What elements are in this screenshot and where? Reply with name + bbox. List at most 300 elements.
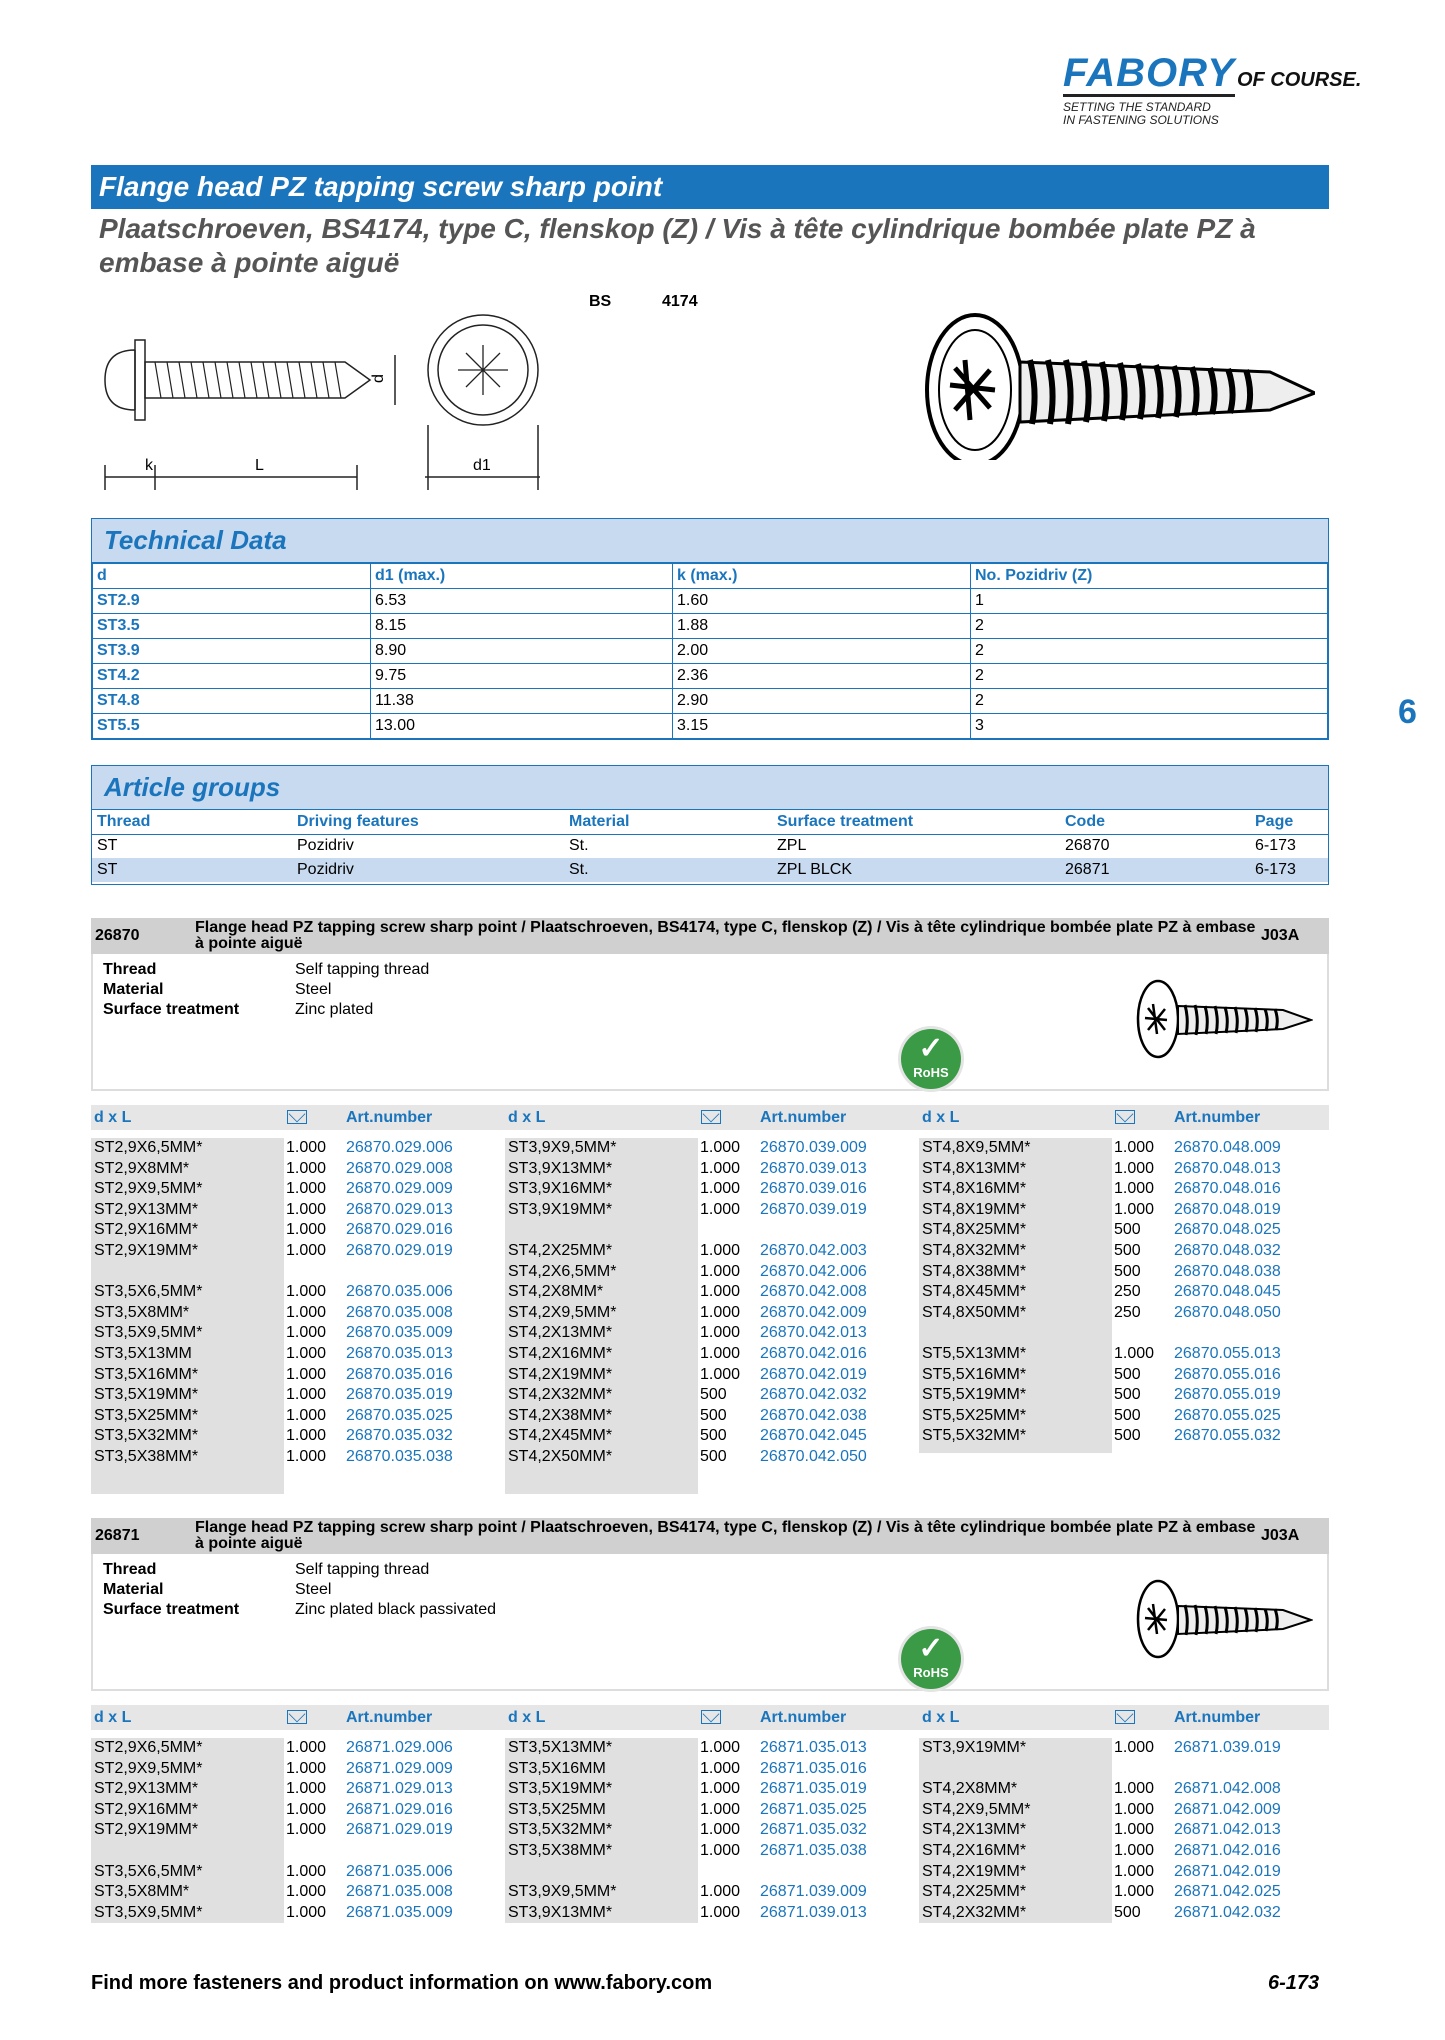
article-grid-header xyxy=(91,1105,1329,1130)
th-pozidriv: No. Pozidriv (Z) xyxy=(971,564,1328,589)
article-row[interactable] xyxy=(919,1882,1329,1903)
article-size: ST4,2X19MM* xyxy=(922,1862,1027,1880)
footer-text: Find more fasteners and product information on www.fabory.com xyxy=(91,1972,713,1994)
article-group-cell: 6-173 xyxy=(1255,837,1296,855)
article-row[interactable] xyxy=(505,1138,915,1159)
article-number-link[interactable]: 26871.035.025 xyxy=(760,1800,867,1818)
property-key: Material xyxy=(103,1581,164,1598)
article-row[interactable] xyxy=(505,1406,915,1427)
header-art: Art.number xyxy=(346,1708,433,1726)
article-number-link[interactable]: 26870.055.025 xyxy=(1174,1406,1281,1424)
article-number-link[interactable]: 26870.042.013 xyxy=(760,1324,867,1342)
article-qty: 1.000 xyxy=(286,1447,327,1465)
label-L: L xyxy=(255,457,264,474)
article-size: ST4,8X19MM* xyxy=(922,1200,1027,1218)
article-number-link[interactable]: 26870.035.013 xyxy=(346,1344,453,1362)
article-qty: 1.000 xyxy=(700,1262,741,1280)
article-number-link[interactable]: 26870.048.038 xyxy=(1174,1262,1281,1280)
article-qty: 1.000 xyxy=(700,1139,741,1156)
technical-data-cell: 8.15 xyxy=(371,614,673,639)
article-row[interactable] xyxy=(91,1365,501,1386)
envelope-icon xyxy=(701,1710,721,1724)
article-row[interactable] xyxy=(505,1738,915,1759)
rohs-label: RoHS xyxy=(913,1065,949,1080)
article-size: ST2,9X6,5MM* xyxy=(94,1139,203,1156)
th-d: d xyxy=(93,564,371,589)
article-number-link[interactable]: 26870.035.016 xyxy=(346,1365,453,1383)
article-group-cell: St. xyxy=(569,861,589,878)
property-key: Surface treatment xyxy=(103,1601,240,1618)
article-row[interactable] xyxy=(919,1220,1329,1241)
technical-data-cell: ST2.9 xyxy=(93,589,371,614)
article-number-link[interactable]: 26870.029.016 xyxy=(346,1221,453,1239)
article-row[interactable] xyxy=(919,1426,1329,1447)
article-row[interactable] xyxy=(91,1820,501,1841)
article-number-link[interactable]: 26870.035.009 xyxy=(346,1324,453,1342)
article-size: ST3,5X9,5MM* xyxy=(94,1903,203,1921)
article-number-link[interactable]: 26871.039.009 xyxy=(760,1883,867,1901)
article-number-link[interactable]: 26870.055.013 xyxy=(1174,1344,1281,1362)
article-qty: 1.000 xyxy=(1114,1180,1155,1198)
article-row[interactable] xyxy=(919,1344,1329,1365)
article-group-cell: ZPL BLCK xyxy=(777,861,852,878)
article-row[interactable] xyxy=(91,1738,501,1759)
article-group-cell: 26871 xyxy=(1065,861,1110,878)
article-number-link[interactable]: 26870.039.013 xyxy=(760,1159,867,1177)
article-number-link[interactable]: 26871.029.019 xyxy=(346,1821,453,1839)
article-size: ST5,5X16MM* xyxy=(922,1365,1027,1383)
article-row[interactable] xyxy=(919,1800,1329,1821)
article-size: ST4,8X9,5MM* xyxy=(922,1139,1031,1156)
article-number-link[interactable]: 26870.048.025 xyxy=(1174,1221,1281,1239)
article-row[interactable] xyxy=(919,1365,1329,1386)
product-header xyxy=(91,1518,1329,1554)
article-qty: 1.000 xyxy=(286,1739,327,1756)
article-qty: 500 xyxy=(1114,1406,1141,1424)
article-number-link[interactable]: 26870.035.006 xyxy=(346,1283,453,1301)
article-qty: 1.000 xyxy=(1114,1780,1155,1798)
article-size: ST4,2X8MM* xyxy=(508,1283,604,1301)
standard-label: BS xyxy=(589,293,612,310)
article-row[interactable] xyxy=(91,1862,501,1883)
article-number-link[interactable]: 26870.048.009 xyxy=(1174,1139,1281,1156)
article-row[interactable] xyxy=(505,1779,915,1800)
article-row[interactable] xyxy=(919,1841,1329,1862)
ag-th-surface: Surface treatment xyxy=(772,810,1060,834)
technical-data-cell: 9.75 xyxy=(371,664,673,689)
article-row[interactable] xyxy=(919,1303,1329,1324)
article-number-link[interactable]: 26870.039.009 xyxy=(760,1139,867,1156)
article-row[interactable] xyxy=(919,1138,1329,1159)
article-number-link[interactable]: 26871.042.032 xyxy=(1174,1903,1281,1921)
article-grid-header xyxy=(91,1705,1329,1730)
article-size: ST4,8X32MM* xyxy=(922,1241,1027,1259)
article-number-link[interactable]: 26871.039.019 xyxy=(1174,1739,1281,1756)
article-row[interactable] xyxy=(919,1406,1329,1427)
product-block-26870 xyxy=(91,918,1329,1130)
article-size: ST3,5X19MM* xyxy=(508,1780,613,1798)
article-number-link[interactable]: 26871.035.032 xyxy=(760,1821,867,1839)
article-size: ST2,9X6,5MM* xyxy=(94,1739,203,1756)
article-size: ST3,5X19MM* xyxy=(94,1386,199,1404)
article-number-link[interactable]: 26871.035.016 xyxy=(760,1759,867,1777)
article-row[interactable] xyxy=(91,1323,501,1344)
article-row[interactable] xyxy=(919,1385,1329,1406)
article-row[interactable] xyxy=(505,1344,915,1365)
property-row xyxy=(103,1580,496,1600)
article-row[interactable] xyxy=(91,1200,501,1221)
article-row[interactable] xyxy=(505,1303,915,1324)
article-number-link[interactable]: 26871.035.006 xyxy=(346,1862,453,1880)
article-row[interactable] xyxy=(91,1179,501,1200)
header-art: Art.number xyxy=(346,1108,433,1126)
article-group-cell: ZPL xyxy=(777,837,807,855)
header-art: Art.number xyxy=(760,1108,847,1126)
article-qty: 1.000 xyxy=(286,1883,327,1901)
article-number-link[interactable]: 26870.042.009 xyxy=(760,1303,867,1321)
technical-data-cell: 13.00 xyxy=(371,714,673,739)
article-size: ST2,9X13MM* xyxy=(94,1200,199,1218)
ag-th-code: Code xyxy=(1060,810,1250,834)
envelope-icon xyxy=(1115,1110,1135,1124)
article-row[interactable] xyxy=(91,1138,501,1159)
article-number-link[interactable]: 26870.055.019 xyxy=(1174,1386,1281,1404)
article-number-link[interactable]: 26870.035.032 xyxy=(346,1427,453,1445)
label-k: k xyxy=(145,457,153,474)
article-number-link[interactable]: 26870.035.019 xyxy=(346,1386,453,1404)
product-info xyxy=(91,954,1329,1091)
article-number-link[interactable]: 26871.029.009 xyxy=(346,1759,453,1777)
page-subtitle: Plaatschroeven, BS4174, type C, flenskop (Z) / Vis à tête cylindrique bombée plate PZ à embase à pointe aiguë xyxy=(99,213,1256,278)
article-row[interactable] xyxy=(91,1159,501,1180)
article-qty: 500 xyxy=(1114,1221,1141,1239)
article-qty: 1.000 xyxy=(700,1800,741,1818)
article-qty: 1.000 xyxy=(700,1200,741,1218)
article-size: ST2,9X9,5MM* xyxy=(94,1759,203,1777)
article-row[interactable] xyxy=(919,1262,1329,1283)
article-number-link[interactable]: 26871.042.009 xyxy=(1174,1800,1281,1818)
article-row[interactable] xyxy=(505,1159,915,1180)
article-number-link[interactable]: 26870.042.008 xyxy=(760,1283,867,1301)
article-row[interactable] xyxy=(91,1406,501,1427)
article-column xyxy=(505,1138,915,1468)
product-description: Flange head PZ tapping screw sharp point / Plaatschroeven, BS4174, type C, flenskop (Z) / Vis à tête cylindrique bombée plate PZ à embase à pointe aiguë xyxy=(195,1519,1256,1552)
page-title: Flange head PZ tapping screw sharp point xyxy=(91,165,1329,209)
article-row[interactable] xyxy=(505,1800,915,1821)
article-row[interactable] xyxy=(91,1800,501,1821)
article-column xyxy=(919,1138,1329,1447)
article-number-link[interactable]: 26871.035.019 xyxy=(760,1780,867,1798)
header-dxl: d x L xyxy=(94,1708,132,1726)
brand-slogan: OF COURSE. xyxy=(1236,69,1362,91)
article-number-link[interactable]: 26870.035.025 xyxy=(346,1406,453,1424)
fabory-logo xyxy=(1063,52,1363,127)
header-art: Art.number xyxy=(1174,1108,1261,1126)
article-group-cell: Pozidriv xyxy=(297,861,354,878)
spacer-row xyxy=(91,1841,501,1862)
article-row[interactable] xyxy=(91,1882,501,1903)
article-column xyxy=(505,1738,915,1923)
article-row[interactable] xyxy=(919,1179,1329,1200)
article-size: ST3,5X8MM* xyxy=(94,1303,190,1321)
property-row xyxy=(103,1600,496,1620)
tagline-line-1: SETTING THE STANDARD xyxy=(1063,100,1211,114)
article-number-link[interactable]: 26870.055.016 xyxy=(1174,1365,1281,1383)
property-value: Zinc plated black passivated xyxy=(295,1601,496,1618)
article-size: ST4,8X50MM* xyxy=(922,1303,1027,1321)
article-size: ST4,2X32MM* xyxy=(508,1386,613,1404)
article-number-link[interactable]: 26871.035.009 xyxy=(346,1903,453,1921)
article-number-link[interactable]: 26870.042.045 xyxy=(760,1427,867,1445)
property-value: Steel xyxy=(295,981,332,998)
spacer-row xyxy=(919,1323,1329,1344)
property-key: Thread xyxy=(103,961,157,978)
article-number-link[interactable]: 26870.042.019 xyxy=(760,1365,867,1383)
article-row[interactable] xyxy=(919,1903,1329,1924)
th-d1: d1 (max.) xyxy=(371,564,673,589)
article-row[interactable] xyxy=(505,1447,915,1468)
article-row[interactable] xyxy=(505,1241,915,1262)
product-code: 26870 xyxy=(95,927,140,944)
article-qty: 1.000 xyxy=(700,1821,741,1839)
article-row[interactable] xyxy=(505,1426,915,1447)
screw-thumbnail xyxy=(1133,974,1313,1064)
product-block-26871 xyxy=(91,1518,1329,1730)
article-qty: 1.000 xyxy=(700,1780,741,1798)
article-size: ST2,9X13MM* xyxy=(94,1780,199,1798)
article-size: ST5,5X13MM* xyxy=(922,1344,1027,1362)
article-size: ST3,5X16MM* xyxy=(94,1365,199,1383)
article-row[interactable] xyxy=(919,1738,1329,1759)
rohs-badge xyxy=(901,1029,961,1089)
article-qty: 500 xyxy=(700,1427,727,1445)
article-size: ST3,9X19MM* xyxy=(922,1739,1027,1756)
technical-data-cell: ST4.2 xyxy=(93,664,371,689)
article-row[interactable] xyxy=(505,1179,915,1200)
article-qty: 1.000 xyxy=(286,1283,327,1301)
article-number-link[interactable]: 26871.042.025 xyxy=(1174,1883,1281,1901)
article-row[interactable] xyxy=(505,1365,915,1386)
article-size: ST3,5X6,5MM* xyxy=(94,1283,203,1301)
article-row[interactable] xyxy=(91,1447,501,1468)
article-qty: 1.000 xyxy=(286,1821,327,1839)
article-size: ST2,9X16MM* xyxy=(94,1221,199,1239)
article-number-link[interactable]: 26870.048.016 xyxy=(1174,1180,1281,1198)
rohs-label: RoHS xyxy=(913,1665,949,1680)
product-header xyxy=(91,918,1329,954)
article-qty: 1.000 xyxy=(286,1800,327,1818)
article-row[interactable] xyxy=(919,1779,1329,1800)
article-row[interactable] xyxy=(919,1241,1329,1262)
article-size: ST2,9X8MM* xyxy=(94,1159,190,1177)
technical-data-cell: 1 xyxy=(971,589,1328,614)
article-row[interactable] xyxy=(91,1779,501,1800)
article-row[interactable] xyxy=(919,1862,1329,1883)
article-number-link[interactable]: 26870.039.019 xyxy=(760,1200,867,1218)
article-number-link[interactable]: 26870.029.008 xyxy=(346,1159,453,1177)
article-qty: 500 xyxy=(700,1447,727,1465)
product-ref: J03A xyxy=(1261,927,1300,944)
article-row[interactable] xyxy=(919,1820,1329,1841)
article-size: ST4,2X6,5MM* xyxy=(508,1262,617,1280)
article-groups-section xyxy=(91,765,1329,885)
article-size: ST4,2X9,5MM* xyxy=(508,1303,617,1321)
article-number-link[interactable]: 26870.048.013 xyxy=(1174,1159,1281,1177)
article-qty: 1.000 xyxy=(286,1159,327,1177)
article-number-link[interactable]: 26871.042.019 xyxy=(1174,1862,1281,1880)
article-qty: 1.000 xyxy=(286,1365,327,1383)
article-number-link[interactable]: 26871.042.013 xyxy=(1174,1821,1281,1839)
article-qty: 1.000 xyxy=(1114,1159,1155,1177)
technical-data-cell: 6.53 xyxy=(371,589,673,614)
article-number-link[interactable]: 26871.035.013 xyxy=(760,1739,867,1756)
article-number-link[interactable]: 26870.029.006 xyxy=(346,1139,453,1156)
article-number-link[interactable]: 26870.039.016 xyxy=(760,1180,867,1198)
article-qty: 1.000 xyxy=(1114,1862,1155,1880)
article-number-link[interactable]: 26870.055.032 xyxy=(1174,1427,1281,1445)
article-size: ST3,5X16MM xyxy=(508,1759,606,1777)
article-row[interactable] xyxy=(505,1262,915,1283)
article-size: ST4,8X38MM* xyxy=(922,1262,1027,1280)
article-number-link[interactable]: 26870.035.008 xyxy=(346,1303,453,1321)
article-number-link[interactable]: 26870.048.045 xyxy=(1174,1283,1281,1301)
article-size: ST4,8X45MM* xyxy=(922,1283,1027,1301)
article-row[interactable] xyxy=(505,1820,915,1841)
article-number-link[interactable]: 26870.042.038 xyxy=(760,1406,867,1424)
brand-name: FABORY xyxy=(1063,51,1235,95)
article-number-link[interactable]: 26870.029.019 xyxy=(346,1241,453,1259)
article-number-link[interactable]: 26870.048.050 xyxy=(1174,1303,1281,1321)
article-qty: 1.000 xyxy=(286,1862,327,1880)
article-size: ST4,2X25MM* xyxy=(922,1883,1027,1901)
article-row[interactable] xyxy=(91,1220,501,1241)
article-number-link[interactable]: 26870.042.032 xyxy=(760,1386,867,1404)
article-row[interactable] xyxy=(91,1385,501,1406)
article-row[interactable] xyxy=(91,1426,501,1447)
article-size: ST4,2X25MM* xyxy=(508,1241,613,1259)
technical-data-cell: ST4.8 xyxy=(93,689,371,714)
article-group-cell: ST xyxy=(97,861,118,878)
article-qty: 1.000 xyxy=(286,1406,327,1424)
article-size: ST3,9X9,5MM* xyxy=(508,1883,617,1901)
screw-thumbnail xyxy=(1133,1574,1313,1664)
article-qty: 1.000 xyxy=(286,1780,327,1798)
article-number-link[interactable]: 26870.035.038 xyxy=(346,1447,453,1465)
article-size: ST3,5X32MM* xyxy=(94,1427,199,1445)
product-description: Flange head PZ tapping screw sharp point / Plaatschroeven, BS4174, type C, flenskop (Z) / Vis à tête cylindrique bombée plate PZ à embase à pointe aiguë xyxy=(195,919,1256,952)
article-number-link[interactable]: 26870.042.003 xyxy=(760,1241,867,1259)
article-qty: 1.000 xyxy=(700,1324,741,1342)
article-row[interactable] xyxy=(505,1200,915,1221)
article-qty: 1.000 xyxy=(286,1180,327,1198)
article-number-link[interactable]: 26871.029.016 xyxy=(346,1800,453,1818)
article-qty: 1.000 xyxy=(286,1139,327,1156)
article-size: ST4,8X16MM* xyxy=(922,1180,1027,1198)
article-qty: 1.000 xyxy=(700,1241,741,1259)
technical-data-table xyxy=(92,563,1328,739)
article-row[interactable] xyxy=(505,1903,915,1924)
article-qty: 1.000 xyxy=(700,1283,741,1301)
article-size: ST2,9X19MM* xyxy=(94,1241,199,1259)
technical-data-heading: Technical Data xyxy=(92,519,1328,563)
article-row[interactable] xyxy=(505,1282,915,1303)
article-qty: 1.000 xyxy=(700,1759,741,1777)
article-group-cell: Pozidriv xyxy=(297,837,354,855)
article-number-link[interactable]: 26870.042.006 xyxy=(760,1262,867,1280)
article-number-link[interactable]: 26871.035.038 xyxy=(760,1841,867,1859)
article-number-link[interactable]: 26871.035.008 xyxy=(346,1883,453,1901)
technical-data-cell: ST3.5 xyxy=(93,614,371,639)
article-size: ST4,2X16MM* xyxy=(508,1344,613,1362)
article-row[interactable] xyxy=(919,1200,1329,1221)
technical-data-cell: 2 xyxy=(971,689,1328,714)
article-size: ST4,2X32MM* xyxy=(922,1903,1027,1921)
product-ref: J03A xyxy=(1261,1527,1300,1544)
article-number-link[interactable]: 26870.042.050 xyxy=(760,1447,867,1465)
article-row[interactable] xyxy=(91,1903,501,1924)
technical-data-cell: 2 xyxy=(971,614,1328,639)
article-qty: 1.000 xyxy=(286,1221,327,1239)
article-number-link[interactable]: 26870.048.019 xyxy=(1174,1200,1281,1218)
article-row[interactable] xyxy=(505,1841,915,1862)
article-qty: 1.000 xyxy=(700,1883,741,1901)
article-number-link[interactable]: 26871.029.006 xyxy=(346,1739,453,1756)
article-row[interactable] xyxy=(505,1759,915,1780)
article-number-link[interactable]: 26871.042.008 xyxy=(1174,1780,1281,1798)
article-number-link[interactable]: 26871.039.013 xyxy=(760,1903,867,1921)
screw-photo xyxy=(920,300,1315,460)
article-qty: 1.000 xyxy=(700,1739,741,1756)
article-size: ST3,5X25MM xyxy=(508,1800,606,1818)
article-qty: 500 xyxy=(1114,1427,1141,1445)
header-dxl: d x L xyxy=(922,1108,960,1126)
article-qty: 1.000 xyxy=(700,1344,741,1362)
page-number: 6-173 xyxy=(1268,1972,1320,1994)
article-number-link[interactable]: 26871.029.013 xyxy=(346,1780,453,1798)
article-row[interactable] xyxy=(919,1282,1329,1303)
article-qty: 500 xyxy=(1114,1365,1141,1383)
label-d1: d1 xyxy=(473,457,491,474)
technical-data-cell: 1.60 xyxy=(673,589,971,614)
article-row[interactable] xyxy=(91,1344,501,1365)
technical-data-row xyxy=(93,614,1328,639)
article-row[interactable] xyxy=(505,1882,915,1903)
article-qty: 1.000 xyxy=(286,1759,327,1777)
article-row[interactable] xyxy=(91,1282,501,1303)
article-number-link[interactable]: 26870.042.016 xyxy=(760,1344,867,1362)
article-row[interactable] xyxy=(91,1303,501,1324)
article-qty: 1.000 xyxy=(286,1324,327,1342)
article-number-link[interactable]: 26870.029.013 xyxy=(346,1200,453,1218)
article-size: ST3,5X8MM* xyxy=(94,1883,190,1901)
spacer-row xyxy=(919,1759,1329,1780)
article-size: ST4,2X50MM* xyxy=(508,1447,613,1465)
tagline-line-2: IN FASTENING SOLUTIONS xyxy=(1063,113,1219,127)
article-number-link[interactable]: 26870.048.032 xyxy=(1174,1241,1281,1259)
article-size: ST4,2X13MM* xyxy=(508,1324,613,1342)
article-row[interactable] xyxy=(919,1159,1329,1180)
article-column xyxy=(91,1738,501,1923)
article-row[interactable] xyxy=(505,1323,915,1344)
article-row[interactable] xyxy=(91,1759,501,1780)
article-number-link[interactable]: 26871.042.016 xyxy=(1174,1841,1281,1859)
article-number-link[interactable]: 26870.029.009 xyxy=(346,1180,453,1198)
article-row[interactable] xyxy=(91,1241,501,1262)
article-size: ST4,2X8MM* xyxy=(922,1780,1018,1798)
article-qty: 250 xyxy=(1114,1283,1141,1301)
article-qty: 1.000 xyxy=(700,1180,741,1198)
article-row[interactable] xyxy=(505,1385,915,1406)
